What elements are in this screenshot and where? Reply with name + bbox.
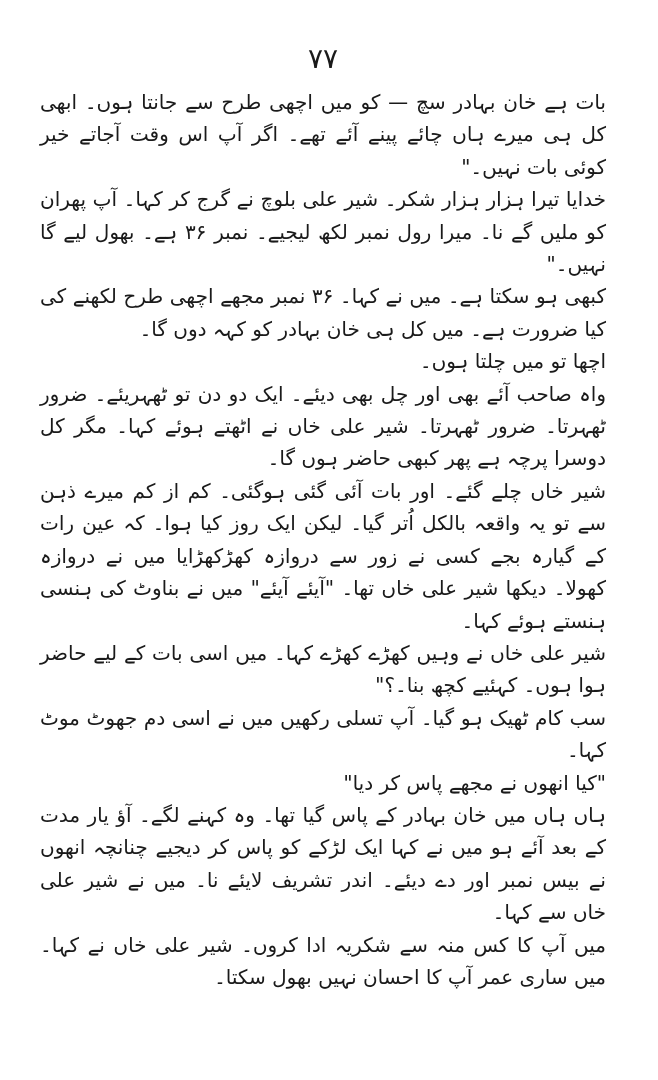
paragraph: ہاں ہاں میں خان بہادر کے پاس گیا تھا۔ وہ کہنے لگے۔ آؤ یار مدت کے بعد آئے ہو میں نے کہا ایک لڑکے کو پاس کر دیجیے چنانچہ انھوں نے بیس نمبر اور دے دیئے۔ اندر تشریف لایئے نا۔ میں نے شیر علی خاں سے کہا۔ (40, 802, 606, 925)
paragraph: خدایا تیرا ہزار ہزار شکر۔ شیر علی بلوچ نے گرج کر کہا۔ آپ پھران کو ملیں گے نا۔ میرا رول نمبر لکھ لیجیے۔ نمبر ۳۶ ہے۔ بھول لیے گا نہیں۔" (40, 187, 607, 277)
paragraph: بات ہے خان بہادر سچ — کو میں اچھی طرح سے جانتا ہوں۔ ابھی کل ہی میرے ہاں چائے پینے آئے تھے۔ اگر آپ اس وقت آجاتے خیر کوئی بات نہیں۔" (40, 90, 606, 179)
paragraph: واہ صاحب آئے بھی اور چل بھی دیئے۔ ایک دو دن تو ٹھہریئے۔ ضرور ٹھہرتا۔ ضرور ٹھہرتا۔ شیر علی خاں نے اٹھتے ہوئے کہا۔ مگر کل دوسرا پرچہ ہے پھر کبھی حاضر ہوں گا۔ (40, 381, 606, 471)
paragraph: میں آپ کا کس منہ سے شکریہ ادا کروں۔ شیر علی خاں نے کہا۔ میں ساری عمر آپ کا احسان نہیں بھول سکتا۔ (40, 932, 606, 989)
paragraph: سب کام ٹھیک ہو گیا۔ آپ تسلی رکھیں میں نے اسی دم جھوٹ موٹ کہا۔ (40, 705, 606, 763)
paragraph: کبھی ہو سکتا ہے۔ میں نے کہا۔ ۳۶ نمبر مجھے اچھی طرح لکھنے کی کیا ضرورت ہے۔ میں کل ہی خان بہادر کو کہہ دوں گا۔ (40, 284, 606, 341)
paragraph: شیر خاں چلے گئے۔ اور بات آئی گئی ہوگئی۔ کم از کم میرے ذہن سے تو یہ واقعہ بالکل اُتر گیا۔ لیکن ایک روز کیا ہوا۔ کہ عین رات کے گیارہ بجے کسی نے زور سے دروازہ کھڑکھڑایا میں نے دروازہ کھولا۔ دیکھا شیر علی خاں تھا۔ "آیئے آیئے" میں نے بناوٹ کی ہنسی ہنستے ہوئے کہا۔ (40, 478, 606, 633)
page-number: ۷۷ (307, 42, 339, 75)
paragraph: شیر علی خاں نے وہیں کھڑے کھڑے کہا۔ میں اسی بات کے لیے حاضر ہوا ہوں۔ کہئیے کچھ بنا۔؟" (40, 640, 606, 698)
page-body (40, 86, 606, 993)
paragraph: اچھا تو میں چلتا ہوں۔ (419, 349, 606, 374)
paragraph: "کیا انھوں نے مجھے پاس کر دیا" (343, 770, 606, 795)
